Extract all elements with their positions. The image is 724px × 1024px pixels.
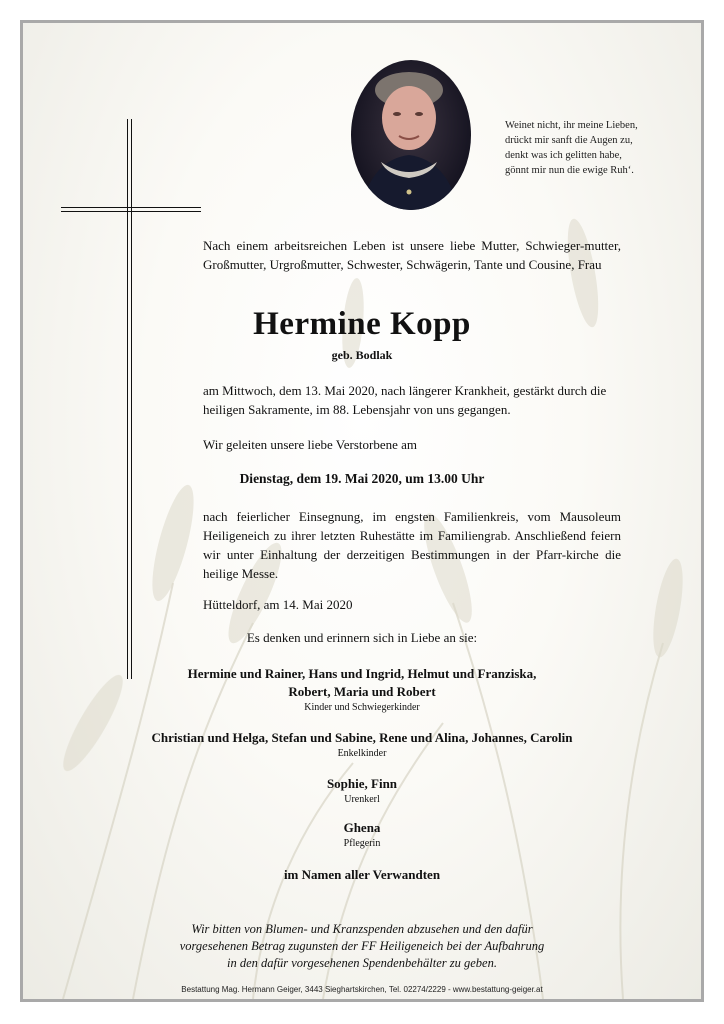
poem-line: gönnt mir nun die ewige Ruh‘.	[505, 165, 634, 176]
mourner-role: Pflegerin	[343, 838, 381, 849]
deceased-name: Hermine Kopp	[253, 306, 471, 342]
mourner-names: Sophie, Finn	[326, 776, 398, 791]
cross-horizontal-bar	[61, 207, 201, 212]
mourner-names: Christian und Helga, Stefan und Sabine, Rene und Alina, Johannes, Carolin	[151, 730, 573, 745]
note-line: vorgesehenen Betrag zugunsten der FF Heiligeneich bei der Aufbahrung	[179, 939, 545, 953]
mourner-names: Ghena	[343, 820, 381, 835]
donation-note	[23, 921, 701, 972]
obituary-card	[20, 20, 704, 1002]
cross-vertical-bar	[127, 119, 132, 679]
farewell-poem	[505, 118, 695, 178]
funeral-date: Dienstag, dem 19. Mai 2020, um 13.00 Uhr	[239, 471, 485, 486]
place-and-date: Hütteldorf, am 14. Mai 2020	[203, 597, 353, 612]
note-line: in den dafür vorgesehenen Spendenbehälter zu geben.	[227, 956, 497, 970]
intro-text: Nach einem arbeitsreichen Leben ist unsere liebe Mutter, Schwieger-mutter, Großmutter, Urgroßmutter, Schwester, Schwägerin, Tante und Cousine, Frau	[203, 238, 621, 272]
mourner-group-caregiver	[23, 819, 701, 851]
mourner-role: Urenkerl	[344, 794, 380, 805]
portrait-icon	[351, 60, 471, 210]
mourner-names: Robert, Maria und Robert	[288, 684, 436, 699]
poem-line: drückt mir sanft die Augen zu,	[505, 135, 633, 146]
poem-line: denkt was ich gelitten habe,	[505, 150, 622, 161]
mourner-names: Hermine und Rainer, Hans und Ingrid, Helmut und Franziska,	[187, 666, 537, 681]
ceremony-text: nach feierlicher Einsegnung, im engsten Familienkreis, vom Mausoleum Heiligeneich zu ihrer letzten Ruhestätte im Familiengrab. Anschließend feiern wir unter Einhaltung der derzeitigen Bestimmungen in der Pfarr-kirche die heilige Messe.	[203, 509, 621, 581]
mourner-role: Kinder und Schwiegerkinder	[304, 702, 420, 713]
mourner-group-children	[23, 665, 701, 715]
mourner-group-grandchildren	[23, 729, 701, 761]
note-line: Wir bitten von Blumen- und Kranzspenden abzusehen und den dafür	[191, 922, 533, 936]
remembrance-heading: Es denken und erinnern sich in Liebe an sie:	[246, 630, 478, 645]
relatives-line: im Namen aller Verwandten	[283, 867, 441, 882]
mourner-role: Enkelkinder	[337, 748, 387, 759]
mourner-group-great-grandchildren	[23, 775, 701, 807]
accompany-text: Wir geleiten unsere liebe Verstorbene am	[203, 437, 418, 452]
maiden-name: geb. Bodlak	[331, 348, 393, 362]
poem-line: Weinet nicht, ihr meine Lieben,	[505, 120, 638, 131]
funeral-home-footer: Bestattung Mag. Hermann Geiger, 3443 Sieghartskirchen, Tel. 02274/2229 - www.bestattung-geiger.at	[181, 985, 543, 994]
portrait-photo	[351, 60, 471, 210]
passing-text: am Mittwoch, dem 13. Mai 2020, nach längerer Krankheit, gestärkt durch die heiligen Sakramente, im 88. Lebensjahr von uns gegangen.	[203, 383, 607, 417]
